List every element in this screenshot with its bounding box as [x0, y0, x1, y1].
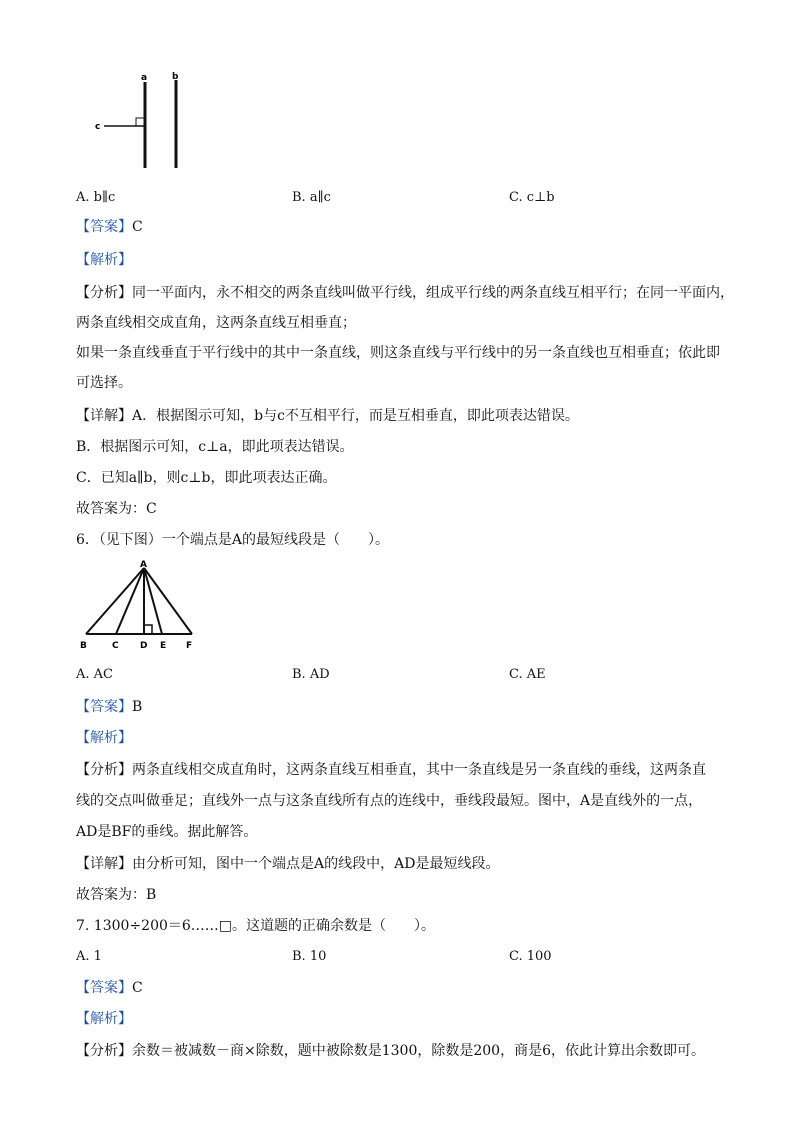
q5-option-b: B. a∥c [292, 190, 331, 205]
q7-option-a: A. 1 [76, 949, 102, 964]
q6-option-a: A. AC [76, 667, 113, 682]
q5-fenxi-line2: 两条直线相交成直角，这两条直线互相垂直； [76, 315, 356, 331]
q7-option-c: C. 100 [509, 949, 552, 964]
q6-fenxi-line1 [76, 760, 706, 780]
fenxi-tag: 【分析】 [76, 762, 132, 778]
q5-xiangjie-line1 [76, 406, 579, 426]
q5-fenxi-line1 [76, 283, 734, 303]
label-E: E [160, 641, 167, 651]
q5-option-c: C. c⊥b [509, 190, 555, 205]
analysis-tag: 【解析】 [76, 252, 132, 268]
xiangjie-text: A．根据图示可知，b与c不互相平行，而是互相垂直，即此项表达错误。 [132, 408, 579, 424]
q6-question: 6．（见下图）一个端点是A的最短线段是（ ）。 [76, 532, 390, 548]
q6-final-answer: 故答案为：B [76, 887, 157, 903]
xiangjie-text: 由分析可知，图中一个端点是A的线段中，AD是最短线段。 [132, 856, 500, 872]
q6-option-b: B. AD [292, 667, 330, 682]
right-angle-mark [144, 625, 152, 634]
label-D: D [140, 641, 148, 651]
label-C: C [112, 641, 119, 651]
q6-analysis-tag [76, 728, 132, 748]
fenxi-tag: 【分析】 [76, 285, 132, 301]
right-angle-mark [136, 118, 144, 126]
q7-analysis-tag [76, 1009, 132, 1029]
label-b: b [172, 72, 179, 82]
label-A: A [140, 560, 147, 570]
q6-option-c: C. AE [509, 667, 546, 682]
q5-xiangjie-line2: B．根据图示可知，c⊥a，即此项表达错误。 [76, 439, 354, 455]
fenxi-tag: 【分析】 [76, 1043, 132, 1059]
q6-fenxi-line3: AD是BF的垂线。据此解答。 [76, 824, 258, 840]
analysis-tag: 【解析】 [76, 1011, 132, 1027]
q5-fenxi-line4: 可选择。 [76, 375, 132, 391]
label-F: F [186, 641, 193, 651]
q5-option-a: A. b∥c [76, 190, 116, 205]
answer-tag: 【答案】 [76, 219, 132, 235]
segment-ac [116, 568, 144, 634]
q7-fenxi-line1 [76, 1041, 705, 1061]
answer-value: C [132, 219, 143, 235]
label-a: a [141, 73, 148, 83]
answer-tag: 【答案】 [76, 980, 132, 996]
fenxi-text: 余数＝被减数－商×除数，题中被除数是1300，除数是200，商是6，依此计算出余数即可。 [132, 1043, 705, 1059]
q5-answer [76, 217, 143, 237]
q5-final-answer: 故答案为：C [76, 501, 157, 517]
q7-option-b: B. 10 [292, 949, 327, 964]
q6-xiangjie-line1 [76, 854, 499, 874]
answer-value: B [132, 699, 143, 715]
q7-answer [76, 978, 143, 998]
q5-xiangjie-line3: C．已知a∥b，则c⊥b，即此项表达正确。 [76, 470, 337, 486]
figure-triangle [76, 558, 206, 654]
answer-tag: 【答案】 [76, 699, 132, 715]
q7-question: 7. 1300÷200＝6……□。这道题的正确余数是（ ）。 [76, 918, 436, 934]
segment-ae [144, 568, 162, 634]
answer-value: C [132, 980, 143, 996]
segment-ab [86, 568, 144, 634]
label-B: B [80, 641, 87, 651]
q6-fenxi-line2: 线的交点叫做垂足；直线外一点与这条直线所有点的连线中，垂线段最短。图中，A是直线外的一点， [76, 793, 703, 809]
segment-af [144, 568, 192, 634]
xiangjie-tag: 【详解】 [76, 408, 132, 424]
xiangjie-tag: 【详解】 [76, 856, 132, 872]
label-c: c [95, 122, 101, 132]
fenxi-text: 两条直线相交成直角时，这两条直线互相垂直，其中一条直线是另一条直线的垂线，这两条直 [132, 762, 706, 778]
analysis-tag: 【解析】 [76, 730, 132, 746]
q5-analysis-tag [76, 250, 132, 270]
figure-parallel-lines [90, 70, 200, 180]
q5-fenxi-line3: 如果一条直线垂直于平行线中的其中一条直线，则这条直线与平行线中的另一条直线也互相垂直；依此即 [76, 345, 720, 361]
q6-answer [76, 697, 142, 717]
fenxi-text: 同一平面内，永不相交的两条直线叫做平行线，组成平行线的两条直线互相平行；在同一平面内， [132, 285, 734, 301]
